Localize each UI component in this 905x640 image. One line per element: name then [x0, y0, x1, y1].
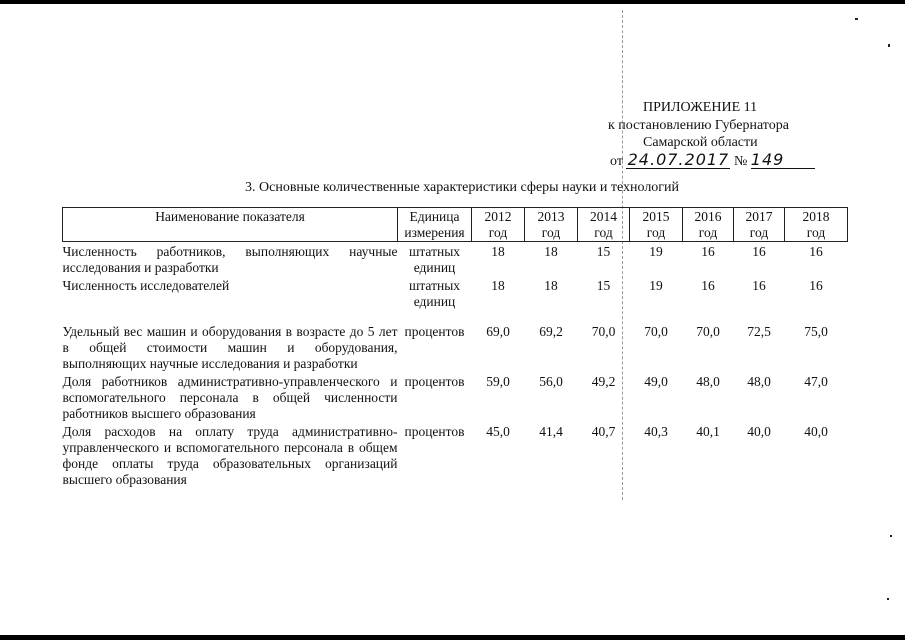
- indicator-name: Численность работников, выполняющих научные исследования и разработки: [62, 244, 398, 275]
- value-cell: 75,0: [804, 324, 828, 339]
- col-header-year: 2013 год: [525, 208, 578, 242]
- indicators-table: [62, 207, 848, 488]
- value-cell: 40,1: [696, 424, 720, 439]
- indicator-unit: процентов: [404, 324, 465, 339]
- table-header-row: [63, 208, 848, 242]
- value-cell: 45,0: [486, 424, 510, 439]
- indicator-name: Численность исследователей: [62, 278, 230, 293]
- table-row: [63, 242, 848, 277]
- scan-speck: [887, 598, 889, 600]
- value-cell: 49,0: [644, 374, 668, 389]
- value-cell: 16: [809, 244, 823, 259]
- appendix-title: ПРИЛОЖЕНИЕ 11: [643, 100, 758, 115]
- scan-speck: [890, 535, 892, 537]
- number-value: 149: [751, 152, 815, 169]
- indicator-unit: штатных единиц: [408, 244, 461, 275]
- value-cell: 70,0: [644, 324, 668, 339]
- appendix-line-2: Самарской области: [643, 135, 758, 150]
- value-cell: 72,5: [747, 324, 771, 339]
- value-cell: 40,7: [591, 424, 616, 439]
- col-header-year: 2017 год: [734, 208, 785, 242]
- col-header-unit: Единица измерения: [398, 208, 472, 242]
- table-row: [63, 310, 848, 372]
- value-cell: 18: [491, 278, 505, 293]
- value-cell: 56,0: [539, 374, 563, 389]
- value-cell: 19: [649, 244, 663, 259]
- value-cell: 69,0: [486, 324, 510, 339]
- value-cell: 16: [701, 278, 715, 293]
- col-header-name: Наименование показателя: [63, 208, 398, 242]
- value-cell: 16: [701, 244, 715, 259]
- value-cell: 18: [491, 244, 505, 259]
- indicator-unit: процентов: [404, 424, 465, 439]
- col-header-year: 2015 год: [630, 208, 683, 242]
- col-header-year: 2018 год: [785, 208, 848, 242]
- date-prefix: от: [610, 154, 623, 169]
- appendix-line-1: к постановлению Губернатора: [608, 118, 789, 133]
- indicator-name: Доля расходов на оплату труда административно-управленческого и вспомогательного персонала в общем фонде оплаты труда образовательных организаций высшего образования: [62, 424, 398, 487]
- scan-speck: [888, 44, 890, 47]
- value-cell: 15: [596, 244, 611, 259]
- value-cell: 40,3: [644, 424, 668, 439]
- date-value: 24.07.2017: [627, 150, 730, 169]
- value-cell: 70,0: [696, 324, 720, 339]
- value-cell: 41,4: [539, 424, 563, 439]
- value-cell: 48,0: [747, 374, 771, 389]
- col-header-year: 2016 год: [683, 208, 734, 242]
- value-cell: 18: [544, 278, 558, 293]
- indicator-name: Доля работников административно-управленческого и вспомогательного персонала в общей численности работников высшего образования: [62, 374, 398, 421]
- indicator-unit: процентов: [404, 374, 465, 389]
- indicator-unit: штатных единиц: [408, 278, 461, 309]
- section-title: 3. Основные количественные характеристики сферы науки и технологий: [245, 180, 680, 195]
- value-cell: 59,0: [486, 374, 510, 389]
- value-cell: 18: [544, 244, 558, 259]
- table-row: [63, 372, 848, 422]
- value-cell: 16: [809, 278, 823, 293]
- value-cell: 40,0: [747, 424, 771, 439]
- value-cell: 47,0: [804, 374, 828, 389]
- value-cell: 15: [596, 278, 611, 293]
- table-row: [63, 276, 848, 310]
- value-cell: 16: [752, 278, 766, 293]
- value-cell: 69,2: [539, 324, 563, 339]
- value-cell: 16: [752, 244, 766, 259]
- value-cell: 48,0: [696, 374, 720, 389]
- number-prefix: №: [733, 154, 748, 169]
- indicator-name: Удельный вес машин и оборудования в возрасте до 5 лет в общей стоимости машин и оборудования, выполняющих научные исследования и разработки: [62, 324, 398, 371]
- appendix-date-line: [610, 152, 815, 170]
- col-header-year: 2012 год: [472, 208, 525, 242]
- value-cell: 19: [649, 278, 663, 293]
- table-row: [63, 422, 848, 488]
- scan-speck: [855, 18, 858, 20]
- col-header-year: 2014 год: [578, 208, 630, 242]
- value-cell: 40,0: [804, 424, 828, 439]
- value-cell: 70,0: [591, 324, 616, 339]
- value-cell: 49,2: [591, 374, 616, 389]
